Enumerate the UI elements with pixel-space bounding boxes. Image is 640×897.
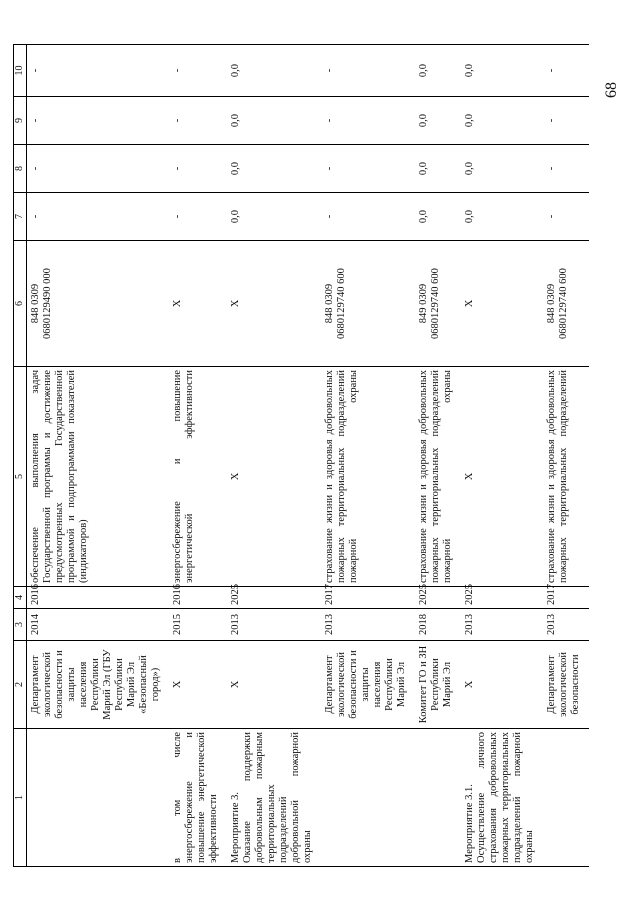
cell-measure: в том числе энергосбережение и повышение энергетической эффективности	[169, 729, 227, 867]
rotated-table-page	[13, 45, 628, 867]
cell-value: 0,0	[227, 193, 321, 241]
cell-value: -	[321, 97, 415, 145]
cell-value: -	[27, 97, 170, 145]
cell-start-year: 2013	[461, 609, 543, 641]
cell-value: 0,0	[415, 97, 461, 145]
cell-value: 0,0	[415, 145, 461, 193]
cell-start-year: 2013	[543, 609, 589, 641]
cell-measure	[415, 729, 461, 867]
cell-value: -	[27, 145, 170, 193]
cell-executor: Департамент экологической безопасности и защиты населения Республики Марий Эл (ГБУ Республики Марий Эл «Безопасный город»)	[27, 641, 170, 729]
cell-value: 0,0	[461, 97, 543, 145]
cell-value: -	[27, 193, 170, 241]
table-row	[415, 45, 461, 867]
cell-value: -	[27, 45, 170, 97]
cell-budget-code: X	[169, 241, 227, 367]
cell-result: X	[461, 367, 543, 587]
cell-value: -	[321, 145, 415, 193]
cell-value: -	[543, 145, 589, 193]
cell-executor: Комитет ГО и ЗН Республики Марий Эл	[415, 641, 461, 729]
table-row	[461, 45, 543, 867]
cell-start-year: 2015	[169, 609, 227, 641]
cell-start-year: 2013	[321, 609, 415, 641]
cell-value: 0,0	[461, 193, 543, 241]
cell-budget-code: 848 0309 0680129740 600	[321, 241, 415, 367]
cell-result: страхование жизни и здоровья добровольных пожарных территориальных подразделений	[543, 367, 589, 587]
cell-end-year: 2025	[461, 587, 543, 609]
col-header: 1	[14, 729, 27, 867]
col-header: 2	[14, 641, 27, 729]
table-row	[321, 45, 415, 867]
cell-result: X	[227, 367, 321, 587]
cell-start-year: 2018	[415, 609, 461, 641]
table-row	[27, 45, 170, 867]
cell-start-year: 2013	[227, 609, 321, 641]
cell-result: обеспечение выполнения задач Государственной программы и достижение предусмотренных Государственной программой и подпрограммами показателей (индикаторов)	[27, 367, 170, 587]
cell-end-year: 2016	[27, 587, 170, 609]
cell-value: -	[169, 193, 227, 241]
table-row	[543, 45, 589, 867]
cell-end-year: 2017	[321, 587, 415, 609]
cell-budget-code: 848 0309 0680129740 600	[543, 241, 589, 367]
col-header: 5	[14, 367, 27, 587]
cell-executor: Департамент экологической безопасности и защиты населения Республики Марий Эл	[321, 641, 415, 729]
cell-value: 0,0	[461, 145, 543, 193]
cell-budget-code: 849 0309 0680129740 600	[415, 241, 461, 367]
cell-budget-code: X	[227, 241, 321, 367]
funding-table	[13, 44, 589, 867]
cell-result: страхование жизни и здоровья добровольных пожарных территориальных подразделений пожарной охраны	[415, 367, 461, 587]
cell-end-year: 2016	[169, 587, 227, 609]
cell-value: -	[321, 45, 415, 97]
col-header: 3	[14, 609, 27, 641]
cell-value: -	[169, 97, 227, 145]
cell-value: 0,0	[227, 145, 321, 193]
cell-value: -	[169, 45, 227, 97]
cell-value: -	[321, 193, 415, 241]
page-number: 68	[603, 82, 620, 98]
cell-value: 0,0	[461, 45, 543, 97]
cell-result: страхование жизни и здоровья добровольных пожарных территориальных подразделений пожарной охраны	[321, 367, 415, 587]
cell-executor: X	[227, 641, 321, 729]
cell-value: -	[543, 45, 589, 97]
cell-measure	[27, 729, 170, 867]
col-header: 6	[14, 241, 27, 367]
cell-executor: X	[461, 641, 543, 729]
cell-value: -	[543, 193, 589, 241]
cell-end-year: 2017	[543, 587, 589, 609]
cell-value: 0,0	[415, 45, 461, 97]
cell-value: 0,0	[227, 97, 321, 145]
table-row	[227, 45, 321, 867]
cell-budget-code: 848 0309 0680129490 000	[27, 241, 170, 367]
cell-end-year: 2025	[227, 587, 321, 609]
table-row	[169, 45, 227, 867]
col-header: 8	[14, 145, 27, 193]
col-header: 7	[14, 193, 27, 241]
cell-value: 0,0	[227, 45, 321, 97]
cell-value: 0,0	[415, 193, 461, 241]
cell-measure	[321, 729, 415, 867]
cell-measure	[543, 729, 589, 867]
col-header: 10	[14, 45, 27, 97]
col-header: 4	[14, 587, 27, 609]
cell-measure: Мероприятие 3.1. Осуществление личного страхования добровольных пожарных территориальных подразделений пожарной охраны	[461, 729, 543, 867]
cell-measure: Мероприятие 3. Оказание поддержки добровольным пожарным территориальных подразделений добровольной пожарной охраны	[227, 729, 321, 867]
col-header: 9	[14, 97, 27, 145]
cell-end-year: 2025	[415, 587, 461, 609]
cell-value: -	[169, 145, 227, 193]
cell-start-year: 2014	[27, 609, 170, 641]
cell-executor: Департамент экологической безопасности	[543, 641, 589, 729]
cell-executor: X	[169, 641, 227, 729]
cell-result: энергосбережение и повышение энергетической эффективности	[169, 367, 227, 587]
cell-value: -	[543, 97, 589, 145]
column-numbers-row	[14, 45, 27, 867]
cell-budget-code: X	[461, 241, 543, 367]
